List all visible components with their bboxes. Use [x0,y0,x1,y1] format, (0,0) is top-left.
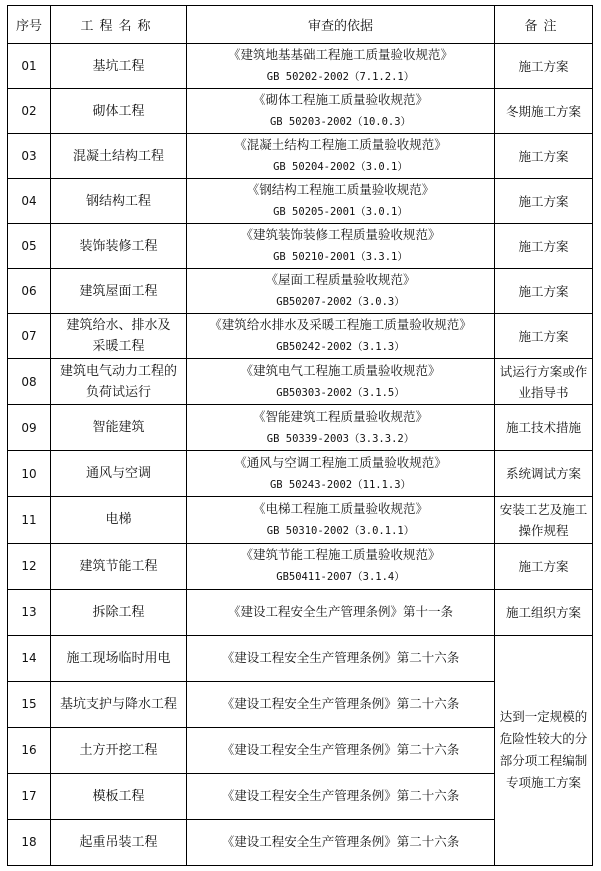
basis-standard-code: GB 50310-2002（3.0.1.1） [266,524,415,537]
review-basis-cell [187,543,495,589]
review-basis-cell [187,224,495,269]
basis-standard-code: GB 50203-2002（10.0.3） [269,116,412,129]
project-name-cell [51,405,187,451]
project-name-cell [51,773,187,819]
project-name-cell [51,727,187,773]
project-name-cell [51,179,187,224]
basis-standard-title: 《建筑装饰装修工程质量验收规范》 [240,227,441,243]
basis-standard-title: 《电梯工程施工质量验收规范》 [252,500,428,516]
remark-cell: 试运行方案或作业指导书 [495,359,593,405]
review-basis-cell [187,269,495,314]
basis-standard-title: 《建设工程安全生产管理条例》第二十六条 [221,696,460,712]
table-row [8,89,593,134]
row-number: 18 [8,819,51,865]
row-number: 08 [8,359,51,405]
remark-cell: 施工组织方案 [495,589,593,635]
row-number: 12 [8,543,51,589]
project-name-line: 建筑屋面工程 [79,283,158,299]
header-review-basis: 审查的依据 [187,6,495,44]
table-row [8,497,593,543]
project-name-line: 基坑工程 [92,58,145,74]
project-name-line: 施工现场临时用电 [66,650,171,666]
table-row [8,269,593,314]
project-name-cell [51,819,187,865]
basis-standard-title: 《通风与空调工程施工质量验收规范》 [234,454,447,470]
basis-standard-code: GB50303-2002（3.1.5） [276,386,405,399]
basis-standard-code: GB 50205-2001（3.0.1） [273,206,408,219]
project-name-cell [51,134,187,179]
basis-standard-code: GB 50339-2003（3.3.3.2） [266,432,415,445]
project-name-line: 装饰装修工程 [79,238,158,254]
row-number: 07 [8,314,51,359]
project-name-line: 负荷试运行 [85,384,151,400]
row-number: 14 [8,635,51,681]
table-row [8,134,593,179]
project-name-line: 基坑支护与降水工程 [59,696,177,712]
project-name-cell [51,497,187,543]
review-basis-cell [187,405,495,451]
inspection-basis-table [7,5,593,866]
basis-standard-title: 《建筑电气工程施工质量验收规范》 [240,362,441,378]
row-number: 02 [8,89,51,134]
remark-cell: 冬期施工方案 [495,89,593,134]
remark-cell: 系统调试方案 [495,451,593,497]
remark-cell: 施工技术措施 [495,405,593,451]
basis-standard-title: 《建筑节能工程施工质量验收规范》 [240,547,441,563]
project-name-cell [51,635,187,681]
remark-cell: 施工方案 [495,134,593,179]
basis-standard-code: GB50207-2002（3.0.3） [276,296,405,309]
basis-standard-title: 《建设工程安全生产管理条例》第二十六条 [221,788,460,804]
project-name-line: 建筑电气动力工程的 [59,363,177,379]
review-basis-cell [187,819,495,865]
row-number: 09 [8,405,51,451]
table-row [8,224,593,269]
basis-standard-code: GB 50204-2002（3.0.1） [273,161,408,174]
project-name-line: 钢结构工程 [85,193,151,209]
project-name-cell [51,451,187,497]
basis-standard-code: GB50411-2007（3.1.4） [276,571,405,584]
basis-standard-title: 《建筑给水排水及采暖工程施工质量验收规范》 [209,317,472,333]
table-row [8,179,593,224]
basis-standard-title: 《建筑地基基础工程施工质量验收规范》 [227,47,453,63]
review-basis-cell [187,589,495,635]
basis-standard-title: 《钢结构工程施工质量验收规范》 [246,182,435,198]
project-name-line: 建筑给水、排水及 [66,318,171,334]
row-number: 10 [8,451,51,497]
review-basis-cell [187,179,495,224]
project-name-line: 智能建筑 [92,420,145,436]
merged-remark-cell: 达到一定规模的危险性较大的分部分项工程编制专项施工方案 [495,635,593,865]
review-basis-cell [187,727,495,773]
remark-cell: 施工方案 [495,314,593,359]
remark-cell: 施工方案 [495,224,593,269]
row-number: 03 [8,134,51,179]
basis-standard-code: GB 50243-2002（11.1.3） [269,478,412,491]
project-name-cell [51,44,187,89]
basis-standard-title: 《建设工程安全生产管理条例》第二十六条 [221,834,460,850]
table-row [8,543,593,589]
remark-cell: 施工方案 [495,269,593,314]
table-body [8,44,593,866]
row-number: 17 [8,773,51,819]
row-number: 13 [8,589,51,635]
basis-standard-title: 《建设工程安全生产管理条例》第十一条 [227,604,453,620]
project-name-line: 混凝土结构工程 [72,148,164,164]
project-name-line: 通风与空调 [85,466,151,482]
review-basis-cell [187,497,495,543]
basis-standard-code: GB 50210-2001（3.3.1） [273,251,408,264]
table-header-row [8,6,593,44]
row-number: 06 [8,269,51,314]
project-name-cell [51,589,187,635]
table-row [8,359,593,405]
basis-standard-code: GB 50202-2002（7.1.2.1） [266,71,415,84]
project-name-line: 电梯 [105,512,132,528]
project-name-cell [51,89,187,134]
review-basis-cell [187,773,495,819]
project-name-line: 建筑节能工程 [79,558,158,574]
basis-standard-code: GB50242-2002（3.1.3） [276,341,405,354]
table-row [8,451,593,497]
basis-standard-title: 《屋面工程质量验收规范》 [265,272,416,288]
project-name-line: 砌体工程 [92,103,145,119]
review-basis-cell [187,635,495,681]
header-project-name: 工程名称 [51,6,187,44]
table-row [8,405,593,451]
review-basis-cell [187,134,495,179]
table-row [8,314,593,359]
table-row [8,589,593,635]
project-name-line: 拆除工程 [92,604,145,620]
row-number: 04 [8,179,51,224]
basis-standard-title: 《建设工程安全生产管理条例》第二十六条 [221,650,460,666]
header-no: 序号 [8,6,51,44]
project-name-cell [51,543,187,589]
project-name-line: 起重吊装工程 [79,834,158,850]
review-basis-cell [187,359,495,405]
basis-standard-title: 《砌体工程施工质量验收规范》 [252,92,428,108]
row-number: 11 [8,497,51,543]
project-name-line: 模板工程 [92,788,145,804]
project-name-cell [51,314,187,359]
header-remark: 备注 [495,6,593,44]
project-name-cell [51,359,187,405]
remark-cell: 安装工艺及施工操作规程 [495,497,593,543]
row-number: 05 [8,224,51,269]
review-basis-cell [187,681,495,727]
project-name-line: 采暖工程 [92,339,145,355]
remark-cell: 施工方案 [495,44,593,89]
review-basis-cell [187,451,495,497]
project-name-cell [51,681,187,727]
project-name-line: 土方开挖工程 [79,742,158,758]
project-name-cell [51,224,187,269]
review-basis-cell [187,314,495,359]
table-row [8,635,593,681]
review-basis-cell [187,89,495,134]
row-number: 01 [8,44,51,89]
remark-cell: 施工方案 [495,543,593,589]
table-row [8,44,593,89]
basis-standard-title: 《建设工程安全生产管理条例》第二十六条 [221,742,460,758]
row-number: 16 [8,727,51,773]
basis-standard-title: 《混凝土结构工程施工质量验收规范》 [234,137,447,153]
basis-standard-title: 《智能建筑工程质量验收规范》 [252,408,428,424]
review-basis-cell [187,44,495,89]
project-name-cell [51,269,187,314]
remark-cell: 施工方案 [495,179,593,224]
row-number: 15 [8,681,51,727]
